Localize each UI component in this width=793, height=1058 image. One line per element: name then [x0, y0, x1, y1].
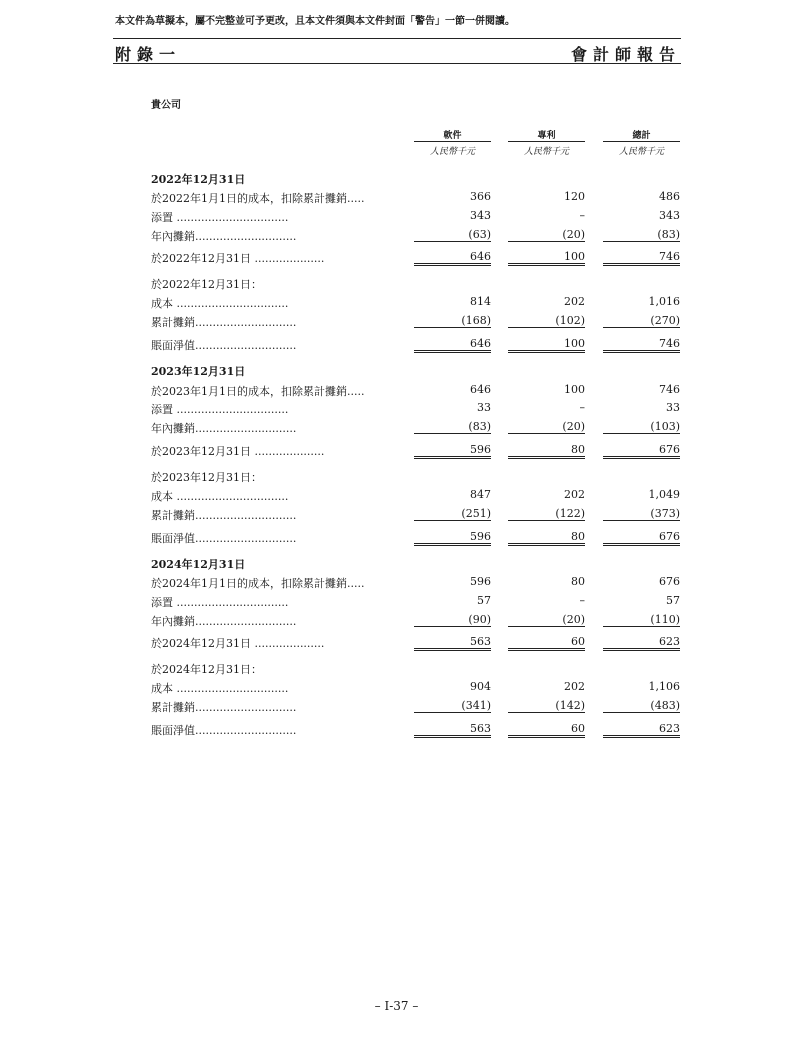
patents-value: 80 — [571, 575, 585, 588]
row-label: 添置 ................................ — [151, 403, 289, 416]
software-value: 596 — [414, 530, 491, 546]
row-label: 年內攤銷............................. — [151, 422, 297, 435]
row-label: 於2022年12月31日： — [151, 278, 262, 291]
total-value: 623 — [603, 635, 680, 651]
row-label: 年內攤銷............................. — [151, 615, 297, 628]
table-row — [0, 295, 793, 311]
software-value: 596 — [470, 575, 491, 588]
column-header-patents: 專利 — [537, 131, 556, 141]
table-row — [0, 699, 793, 715]
table-row — [0, 443, 793, 459]
section-title: 會計師報告 — [570, 45, 681, 64]
software-value: 33 — [477, 401, 491, 414]
software-value: 904 — [470, 680, 491, 693]
draft-disclaimer: 本文件為草擬本，屬不完整並可予更改，且本文件須與本文件封面「警告」一節一併閱讀。 — [115, 16, 515, 27]
row-label: 累計攤銷............................. — [151, 509, 297, 522]
table-row — [0, 469, 793, 485]
total-value: (270) — [603, 314, 680, 328]
table-row — [0, 575, 793, 591]
patents-value: (102) — [508, 314, 585, 328]
table-row — [0, 635, 793, 651]
patents-value: 80 — [508, 443, 585, 459]
row-label: 於2022年12月31日 .................... — [151, 252, 325, 265]
patents-value: 100 — [564, 383, 585, 396]
software-value: 563 — [414, 635, 491, 651]
total-value: (373) — [603, 507, 680, 521]
table-row — [0, 556, 793, 572]
total-value: 57 — [666, 594, 680, 607]
total-value: 1,106 — [648, 680, 680, 693]
row-label: 添置 ................................ — [151, 211, 289, 224]
column-unit: 人民幣千元 — [414, 141, 491, 157]
header-bottom-rule — [113, 63, 681, 64]
table-row — [0, 314, 793, 330]
total-value: 33 — [666, 401, 680, 414]
software-value: 57 — [477, 594, 491, 607]
section-heading: 2024年12月31日 — [151, 558, 246, 571]
row-label: 賬面淨值............................. — [151, 532, 297, 545]
total-value: 676 — [603, 530, 680, 546]
table-row — [0, 209, 793, 225]
table-row — [0, 661, 793, 677]
table-row — [0, 488, 793, 504]
table-row — [0, 190, 793, 206]
patents-value: – — [579, 594, 585, 607]
total-value: 343 — [659, 209, 680, 222]
software-value: (341) — [414, 699, 491, 713]
column-unit: 人民幣千元 — [603, 141, 680, 157]
column-unit: 人民幣千元 — [508, 141, 585, 157]
total-value: 623 — [603, 722, 680, 738]
row-label: 於2024年12月31日 .................... — [151, 637, 325, 650]
table-row — [0, 250, 793, 266]
table-row — [0, 680, 793, 696]
row-label: 成本 ................................ — [151, 490, 289, 503]
software-value: 814 — [470, 295, 491, 308]
patents-value: (142) — [508, 699, 585, 713]
patents-value: 80 — [508, 530, 585, 546]
total-value: 746 — [603, 337, 680, 353]
software-value: (63) — [414, 228, 491, 242]
patents-value: (20) — [508, 613, 585, 627]
patents-value: 100 — [508, 250, 585, 266]
total-value: (483) — [603, 699, 680, 713]
patents-value: (20) — [508, 420, 585, 434]
table-row — [0, 401, 793, 417]
software-value: 646 — [414, 337, 491, 353]
table-row — [0, 722, 793, 738]
table-row — [0, 420, 793, 436]
total-value: (83) — [603, 228, 680, 242]
patents-value: (20) — [508, 228, 585, 242]
software-value: 563 — [414, 722, 491, 738]
page-number: – I-37 – — [374, 999, 419, 1013]
patents-value: 120 — [564, 190, 585, 203]
software-value: 847 — [470, 488, 491, 501]
total-value: 746 — [603, 250, 680, 266]
patents-value: – — [579, 209, 585, 222]
total-value: 1,049 — [648, 488, 680, 501]
table-row — [0, 228, 793, 244]
row-label: 賬面淨值............................. — [151, 339, 297, 352]
row-label: 於2024年1月1日的成本，扣除累計攤銷..... — [151, 577, 365, 590]
company-heading: 貴公司 — [151, 100, 181, 111]
row-label: 添置 ................................ — [151, 596, 289, 609]
row-label: 於2023年1月1日的成本，扣除累計攤銷..... — [151, 385, 365, 398]
row-label: 賬面淨值............................. — [151, 724, 297, 737]
total-value: 676 — [603, 443, 680, 459]
appendix-title: 附錄一 — [115, 45, 182, 64]
table-row — [0, 363, 793, 379]
row-label: 於2022年1月1日的成本，扣除累計攤銷..... — [151, 192, 365, 205]
software-value: (83) — [414, 420, 491, 434]
row-label: 成本 ................................ — [151, 682, 289, 695]
row-label: 於2023年12月31日 .................... — [151, 445, 325, 458]
column-header-total: 總計 — [632, 131, 651, 141]
table-row — [0, 337, 793, 353]
software-value: (168) — [414, 314, 491, 328]
software-value: 366 — [470, 190, 491, 203]
column-header-software: 軟件 — [443, 131, 462, 141]
software-value: (251) — [414, 507, 491, 521]
row-label: 累計攤銷............................. — [151, 701, 297, 714]
software-value: (90) — [414, 613, 491, 627]
software-value: 596 — [414, 443, 491, 459]
total-value: 486 — [659, 190, 680, 203]
total-value: 676 — [659, 575, 680, 588]
software-value: 646 — [414, 250, 491, 266]
patents-value: 202 — [564, 488, 585, 501]
section-heading: 2023年12月31日 — [151, 365, 246, 378]
table-row — [0, 613, 793, 629]
software-value: 646 — [470, 383, 491, 396]
total-value: (103) — [603, 420, 680, 434]
table-row — [0, 171, 793, 187]
patents-value: 60 — [508, 722, 585, 738]
section-heading: 2022年12月31日 — [151, 173, 246, 186]
total-value: (110) — [603, 613, 680, 627]
row-label: 年內攤銷............................. — [151, 230, 297, 243]
software-value: 343 — [470, 209, 491, 222]
row-label: 累計攤銷............................. — [151, 316, 297, 329]
table-row — [0, 276, 793, 292]
total-value: 746 — [659, 383, 680, 396]
row-label: 成本 ................................ — [151, 297, 289, 310]
patents-value: (122) — [508, 507, 585, 521]
patents-value: 100 — [508, 337, 585, 353]
table-row — [0, 594, 793, 610]
header-top-rule — [113, 38, 681, 39]
total-value: 1,016 — [648, 295, 680, 308]
patents-value: 202 — [564, 295, 585, 308]
table-row — [0, 530, 793, 546]
row-label: 於2023年12月31日： — [151, 471, 262, 484]
table-row — [0, 507, 793, 523]
patents-value: – — [579, 401, 585, 414]
patents-value: 202 — [564, 680, 585, 693]
patents-value: 60 — [508, 635, 585, 651]
table-row — [0, 383, 793, 399]
row-label: 於2024年12月31日： — [151, 663, 262, 676]
